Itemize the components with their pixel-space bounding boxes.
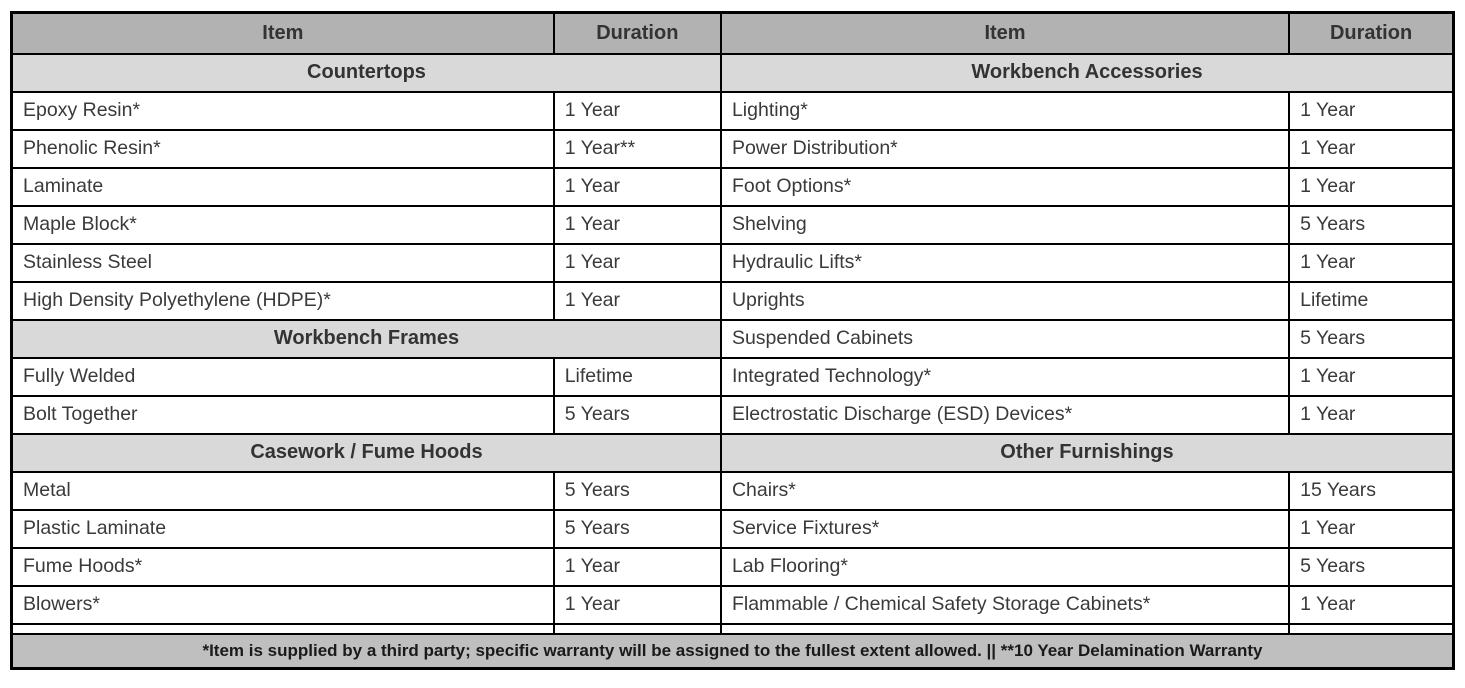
duration-cell: 1 Year** bbox=[554, 130, 721, 168]
duration-cell: 5 Years bbox=[554, 396, 721, 434]
duration-cell: 1 Year bbox=[1289, 396, 1453, 434]
table-row bbox=[12, 92, 1454, 130]
item-cell: Epoxy Resin* bbox=[12, 92, 554, 130]
column-header-duration-right: Duration bbox=[1289, 13, 1453, 54]
item-cell: Chairs* bbox=[721, 472, 1289, 510]
column-header-item-right: Item bbox=[721, 13, 1289, 54]
item-cell: Flammable / Chemical Safety Storage Cabinets* bbox=[721, 586, 1289, 624]
table-row bbox=[12, 586, 1454, 624]
table-row bbox=[12, 168, 1454, 206]
duration-cell: 15 Years bbox=[1289, 472, 1453, 510]
table-row bbox=[12, 510, 1454, 548]
table-row bbox=[12, 282, 1454, 320]
duration-cell: 5 Years bbox=[554, 510, 721, 548]
item-cell: Integrated Technology* bbox=[721, 358, 1289, 396]
item-cell: Lab Flooring* bbox=[721, 548, 1289, 586]
table-row bbox=[12, 396, 1454, 434]
duration-cell: Lifetime bbox=[1289, 282, 1453, 320]
table-row bbox=[12, 206, 1454, 244]
spacer-cell bbox=[721, 624, 1289, 634]
table-row bbox=[12, 54, 1454, 92]
duration-cell: 1 Year bbox=[554, 92, 721, 130]
table-row bbox=[12, 434, 1454, 472]
item-cell: Laminate bbox=[12, 168, 554, 206]
duration-cell: 1 Year bbox=[554, 244, 721, 282]
item-cell: High Density Polyethylene (HDPE)* bbox=[12, 282, 554, 320]
item-cell: Hydraulic Lifts* bbox=[721, 244, 1289, 282]
duration-cell: 5 Years bbox=[1289, 548, 1453, 586]
item-cell: Bolt Together bbox=[12, 396, 554, 434]
section-header: Workbench Accessories bbox=[721, 54, 1454, 92]
section-header: Countertops bbox=[12, 54, 721, 92]
item-cell: Phenolic Resin* bbox=[12, 130, 554, 168]
footnote-text: *Item is supplied by a third party; specific warranty will be assigned to the fullest extent allowed. || **10 Year Delamination Warranty bbox=[12, 634, 1454, 669]
table-row bbox=[12, 358, 1454, 396]
item-cell: Foot Options* bbox=[721, 168, 1289, 206]
table-row bbox=[12, 244, 1454, 282]
table-footer bbox=[12, 624, 1454, 669]
warranty-table bbox=[10, 11, 1455, 670]
item-cell: Shelving bbox=[721, 206, 1289, 244]
section-header: Workbench Frames bbox=[12, 320, 721, 358]
duration-cell: 1 Year bbox=[554, 586, 721, 624]
duration-cell: 1 Year bbox=[1289, 358, 1453, 396]
footnote-row bbox=[12, 634, 1454, 669]
item-cell: Plastic Laminate bbox=[12, 510, 554, 548]
header-row bbox=[12, 13, 1454, 54]
duration-cell: 1 Year bbox=[1289, 130, 1453, 168]
column-header-duration-left: Duration bbox=[554, 13, 721, 54]
column-header-item-left: Item bbox=[12, 13, 554, 54]
duration-cell: 1 Year bbox=[1289, 586, 1453, 624]
item-cell: Power Distribution* bbox=[721, 130, 1289, 168]
item-cell: Stainless Steel bbox=[12, 244, 554, 282]
duration-cell: 5 Years bbox=[1289, 320, 1453, 358]
table-row bbox=[12, 320, 1454, 358]
table-row bbox=[12, 472, 1454, 510]
duration-cell: 1 Year bbox=[554, 206, 721, 244]
duration-cell: 5 Years bbox=[554, 472, 721, 510]
item-cell: Maple Block* bbox=[12, 206, 554, 244]
item-cell: Uprights bbox=[721, 282, 1289, 320]
duration-cell: 1 Year bbox=[1289, 168, 1453, 206]
item-cell: Metal bbox=[12, 472, 554, 510]
duration-cell: 1 Year bbox=[554, 282, 721, 320]
duration-cell: 1 Year bbox=[554, 548, 721, 586]
item-cell: Blowers* bbox=[12, 586, 554, 624]
spacer-row bbox=[12, 624, 1454, 634]
section-header: Other Furnishings bbox=[721, 434, 1454, 472]
table-body bbox=[12, 54, 1454, 624]
spacer-cell bbox=[554, 624, 721, 634]
duration-cell: 5 Years bbox=[1289, 206, 1453, 244]
duration-cell: 1 Year bbox=[1289, 244, 1453, 282]
item-cell: Lighting* bbox=[721, 92, 1289, 130]
duration-cell: 1 Year bbox=[1289, 510, 1453, 548]
table-header bbox=[12, 13, 1454, 54]
item-cell: Electrostatic Discharge (ESD) Devices* bbox=[721, 396, 1289, 434]
duration-cell: 1 Year bbox=[554, 168, 721, 206]
item-cell: Suspended Cabinets bbox=[721, 320, 1289, 358]
item-cell: Fume Hoods* bbox=[12, 548, 554, 586]
duration-cell: Lifetime bbox=[554, 358, 721, 396]
section-header: Casework / Fume Hoods bbox=[12, 434, 721, 472]
item-cell: Fully Welded bbox=[12, 358, 554, 396]
item-cell: Service Fixtures* bbox=[721, 510, 1289, 548]
spacer-cell bbox=[1289, 624, 1453, 634]
table-row bbox=[12, 548, 1454, 586]
spacer-cell bbox=[12, 624, 554, 634]
duration-cell: 1 Year bbox=[1289, 92, 1453, 130]
table-row bbox=[12, 130, 1454, 168]
